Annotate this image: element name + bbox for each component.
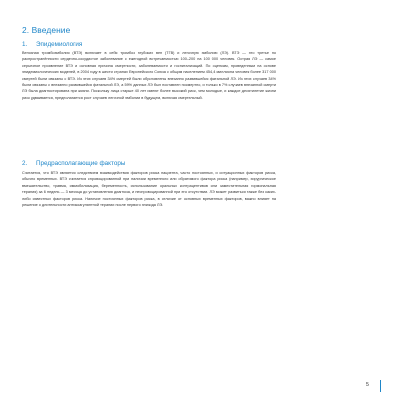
section-title-predisposing-factors [22,160,125,167]
page-number-divider [380,380,381,392]
section-title-text: Эпидемиология [36,41,83,48]
section-number: 2. [22,160,28,167]
section-title-epidemiology [22,41,82,48]
section-body-predisposing-factors: Считается, что ВТЭ является следствием взаимодействия факторов риска пациента, часто постоянных, и ситуационных факторов риска, обычно временных. ВТЭ считается спровоцированной при наличии временного или обратимого фактора риска (например, хирургическое вмешательство, травма, иммобилизация, беременность, использование оральных контрацептивов или заместительная гормональная терапия) за 6 недель — 3 месяца до установления диагноза, и неспровоцированной при его отсутствии. ЛЭ может развиться также без каких-либо известных факторов риска. Наличие постоянных факторов риска, в отличие от основных временных факторов, важно влияет на решение о длительности антикоагулянтной терапии после первого эпизода ЛЭ. [22,171,276,208]
chapter-number: 2. [22,25,30,35]
page-number: 5 [366,382,369,388]
section-body-epidemiology: Венозная тромбоэмболия (ВТЭ) включает в себя тромбоз глубоких вен (ТГВ) и легочную эмболию (ЛЭ). ВТЭ — это третье по распространённости сердечно-сосудистое заболевание с ежегодной встречаемостью 100–200 на 100 000 человек. Острая ЛЭ — самое серьезное проявление ВТЭ и основная причина смертности, заболеваемости и госпитализаций. По оценкам, проведенным на основе эпидемиологических моделей, в 2004 году в шести странах Европейского Союза с общим населением 454,4 миллиона человек более 317 000 смертей были связаны с ВТЭ. Из этих случаев 34% смертей были обусловлены внезапно развившейся фатальной ЛЭ. Из этих случаев 34% были связаны с внезапно развившейся фатальной ЛЭ, а 59% данных ЛЭ был поставлен посмертно, и только в 7% случаев внезапной смерти ЛЭ была диагностирована при жизни. Поскольку лица старше 40 лет имеют более высокий риск, чем молодые, и каждое десятилетие жизни риск удваивается, предполагается рост случаев легочной эмболии в будущем, включая смертельный. [22,51,276,100]
chapter-title-text: Введение [31,25,71,35]
section-number: 1. [22,41,28,48]
section-title-text: Предрасполагающие факторы [36,160,126,167]
chapter-title [22,25,70,35]
